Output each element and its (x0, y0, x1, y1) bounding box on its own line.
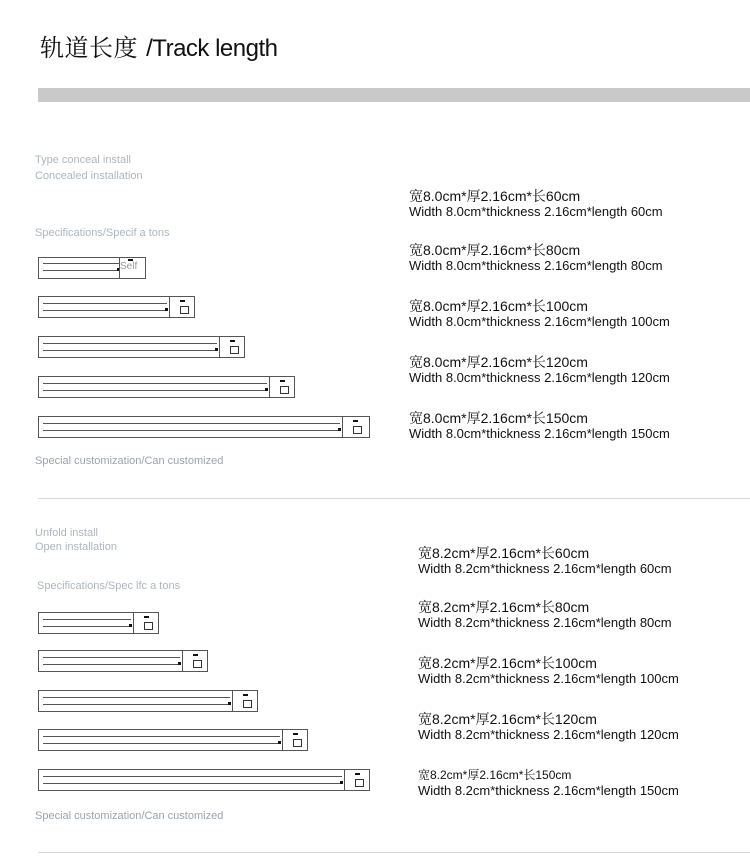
section1-specs-label: Specifications/Specif a tons (35, 227, 170, 239)
track-diagram-150 (38, 416, 369, 438)
track-diagram-80 (38, 650, 207, 672)
section1-install-label: Concealed installation (35, 170, 143, 182)
spec-item: 宽8.2cm*厚2.16cm*长80cm Width 8.2cm*thickness 2.16cm*length 80cm (418, 599, 672, 630)
spec-item: 宽8.2cm*厚2.16cm*长150cm Width 8.2cm*thickness 2.16cm*length 150cm (418, 768, 679, 798)
spec-item: 宽8.0cm*厚2.16cm*长80cm Width 8.0cm*thickness 2.16cm*length 80cm (409, 242, 663, 273)
spec-item: 宽8.2cm*厚2.16cm*长100cm Width 8.2cm*thickness 2.16cm*length 100cm (418, 655, 679, 686)
spec-item: 宽8.0cm*厚2.16cm*长100cm Width 8.0cm*thickness 2.16cm*length 100cm (409, 298, 670, 329)
section2-install-label: Open installation (35, 541, 117, 553)
track-diagram-100 (38, 336, 244, 358)
track-diagram-120 (38, 729, 307, 751)
track-diagram-80 (38, 296, 194, 318)
spec-item: 宽8.0cm*厚2.16cm*长150cm Width 8.0cm*thickness 2.16cm*length 150cm (409, 410, 670, 441)
title-en: /Track length (146, 35, 278, 62)
spec-item: 宽8.0cm*厚2.16cm*长120cm Width 8.0cm*thickness 2.16cm*length 120cm (409, 354, 670, 385)
spec-item: 宽8.0cm*厚2.16cm*长60cm Width 8.0cm*thickness 2.16cm*length 60cm (409, 188, 663, 219)
section2-custom-label: Special customization/Can customized (35, 810, 224, 822)
track-diagram-120 (38, 376, 294, 398)
page-title (40, 28, 277, 63)
self-label: Self (120, 261, 138, 272)
track-diagram-60 (38, 612, 158, 634)
track-diagram-60 (38, 257, 146, 279)
track-diagram-150 (38, 769, 369, 791)
track-diagram-100 (38, 690, 257, 712)
spec-item: 宽8.2cm*厚2.16cm*长60cm Width 8.2cm*thickness 2.16cm*length 60cm (418, 545, 672, 576)
section2-type-label: Unfold install (35, 527, 98, 539)
section1-custom-label: Special customization/Can customized (35, 455, 224, 467)
section-divider (38, 498, 750, 499)
title-cn: 轨道长度 (40, 34, 138, 62)
header-bar (38, 88, 750, 102)
spec-item: 宽8.2cm*厚2.16cm*长120cm Width 8.2cm*thickness 2.16cm*length 120cm (418, 711, 679, 742)
section2-specs-label: Specifications/Spec lfc a tons (37, 580, 181, 592)
section1-type-label: Type conceal install (35, 154, 131, 166)
section-divider (38, 852, 750, 853)
